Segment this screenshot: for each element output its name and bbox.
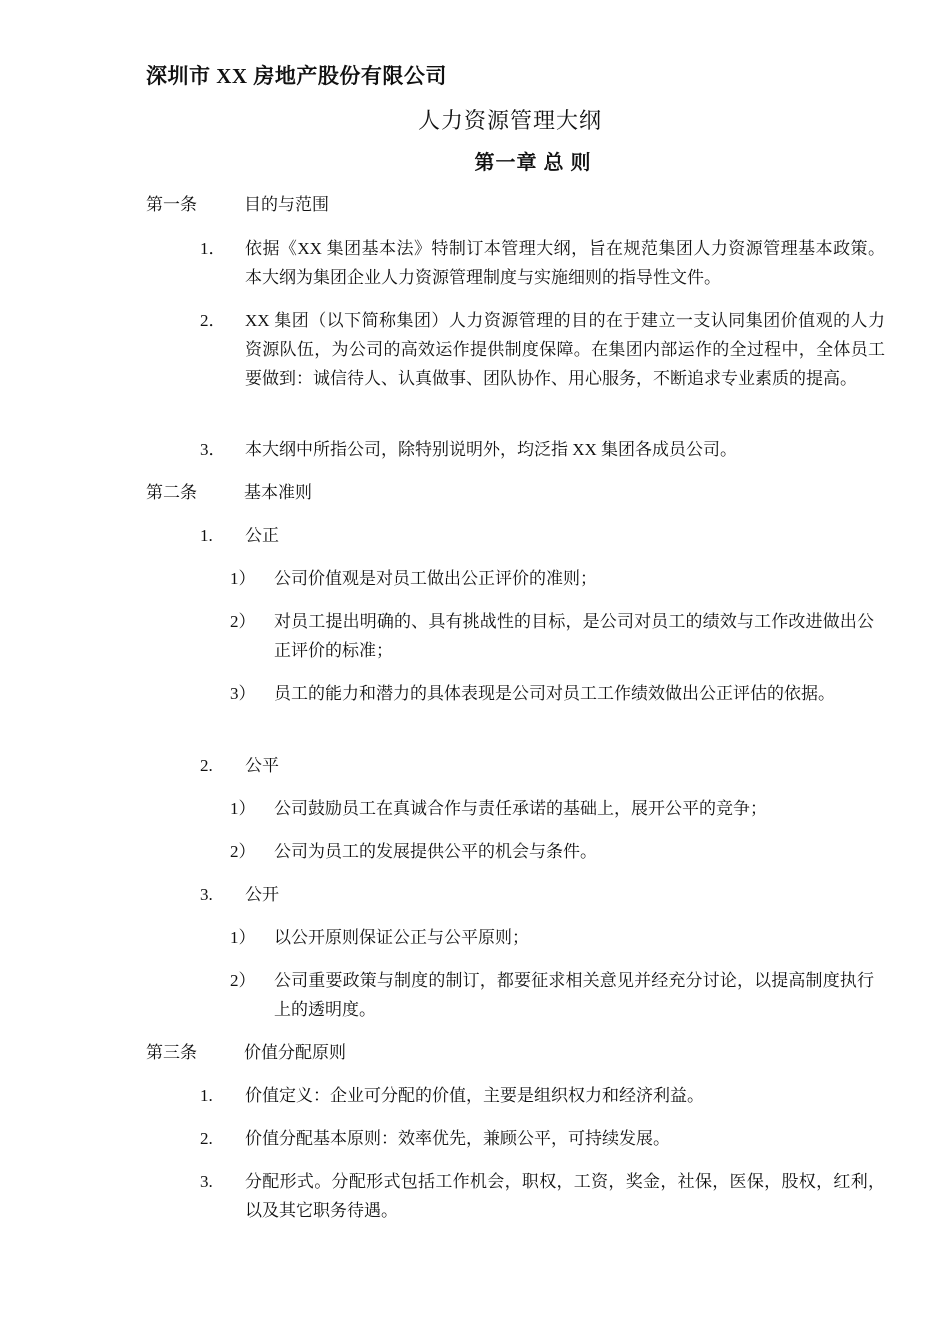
article-2-group-1-item-1-text: 公司价值观是对员工做出公正评价的准则； xyxy=(274,569,597,588)
article-1-item-3-text: 本大纲中所指公司，除特别说明外，均泛指 XX 集团各成员公司。 xyxy=(245,440,738,459)
article-1-title: 目的与范围 xyxy=(244,195,329,214)
company-name: 深圳市 XX 房地产股份有限公司 xyxy=(146,64,447,88)
article-2-group-1-number: 1. xyxy=(200,526,213,545)
article-3-item-1-text: 价值定义：企业可分配的价值，主要是组织权力和经济利益。 xyxy=(245,1086,704,1105)
article-1-item-2-number: 2． xyxy=(200,311,226,330)
article-3-title: 价值分配原则 xyxy=(244,1043,346,1062)
article-1-label: 第一条 xyxy=(146,195,197,214)
article-2-group-1-item-2-number: 2） xyxy=(230,612,256,631)
article-2-group-1-item-1-number: 1） xyxy=(230,569,256,588)
article-1-item-3-number: 3． xyxy=(200,440,226,459)
article-2-group-3-number: 3. xyxy=(200,885,213,904)
article-2-group-2-item-2-number: 2） xyxy=(230,842,256,861)
article-1-item-2-text: XX 集团（以下简称集团）人力资源管理的目的在于建立一支认同集团价值观的人力资源队伍，为公司的高效运作提供制度保障。在集团内部运作的全过程中，全体员工要做到：诚信待人、认真做事、团队协作、用心服务，不断追求专业素质的提高。 xyxy=(245,311,885,388)
article-2-group-3-item-2-number: 2） xyxy=(230,971,256,990)
article-2-group-1-item-3-number: 3） xyxy=(230,684,256,703)
article-2-group-1-title: 公正 xyxy=(245,526,279,545)
article-3-item-3-text: 分配形式。分配形式包括工作机会，职权，工资，奖金，社保，医保，股权，红利，以及其它职务待遇。 xyxy=(245,1172,885,1220)
article-3-item-3-number: 3. xyxy=(200,1172,213,1191)
article-3-item-2-text: 价值分配基本原则：效率优先，兼顾公平，可持续发展。 xyxy=(245,1129,670,1148)
article-2-label: 第二条 xyxy=(146,483,197,502)
article-2-group-3-title: 公开 xyxy=(245,885,279,904)
article-2-title: 基本准则 xyxy=(244,483,312,502)
article-2-group-2-item-1-text: 公司鼓励员工在真诚合作与责任承诺的基础上，展开公平的竞争； xyxy=(274,799,767,818)
article-1-item-1-number: 1． xyxy=(200,239,226,258)
article-2-group-3-item-2-text: 公司重要政策与制度的制订，都要征求相关意见并经充分讨论，以提高制度执行上的透明度。 xyxy=(274,971,874,1019)
document-title: 人力资源管理大纲 xyxy=(417,108,602,133)
article-3-label: 第三条 xyxy=(146,1043,197,1062)
article-3-item-2-number: 2. xyxy=(200,1129,213,1148)
article-2-group-2-item-1-number: 1） xyxy=(230,799,256,818)
article-2-group-3-item-1-text: 以公开原则保证公正与公平原则； xyxy=(274,928,529,947)
article-2-group-3-item-1-number: 1） xyxy=(230,928,256,947)
article-2-group-1-item-3-text: 员工的能力和潜力的具体表现是公司对员工工作绩效做出公正评估的依据。 xyxy=(274,684,835,703)
chapter-heading: 第一章 总 则 xyxy=(474,152,592,174)
article-2-group-2-title: 公平 xyxy=(245,756,279,775)
article-2-group-2-number: 2. xyxy=(200,756,213,775)
article-2-group-1-item-2-text: 对员工提出明确的、具有挑战性的目标，是公司对员工的绩效与工作改进做出公正评价的标准； xyxy=(274,612,874,660)
article-3-item-1-number: 1. xyxy=(200,1086,213,1105)
article-2-group-2-item-2-text: 公司为员工的发展提供公平的机会与条件。 xyxy=(274,842,597,861)
article-1-item-1-text: 依据《XX 集团基本法》特制订本管理大纲，旨在规范集团人力资源管理基本政策。本大纲为集团企业人力资源管理制度与实施细则的指导性文件。 xyxy=(245,239,885,287)
